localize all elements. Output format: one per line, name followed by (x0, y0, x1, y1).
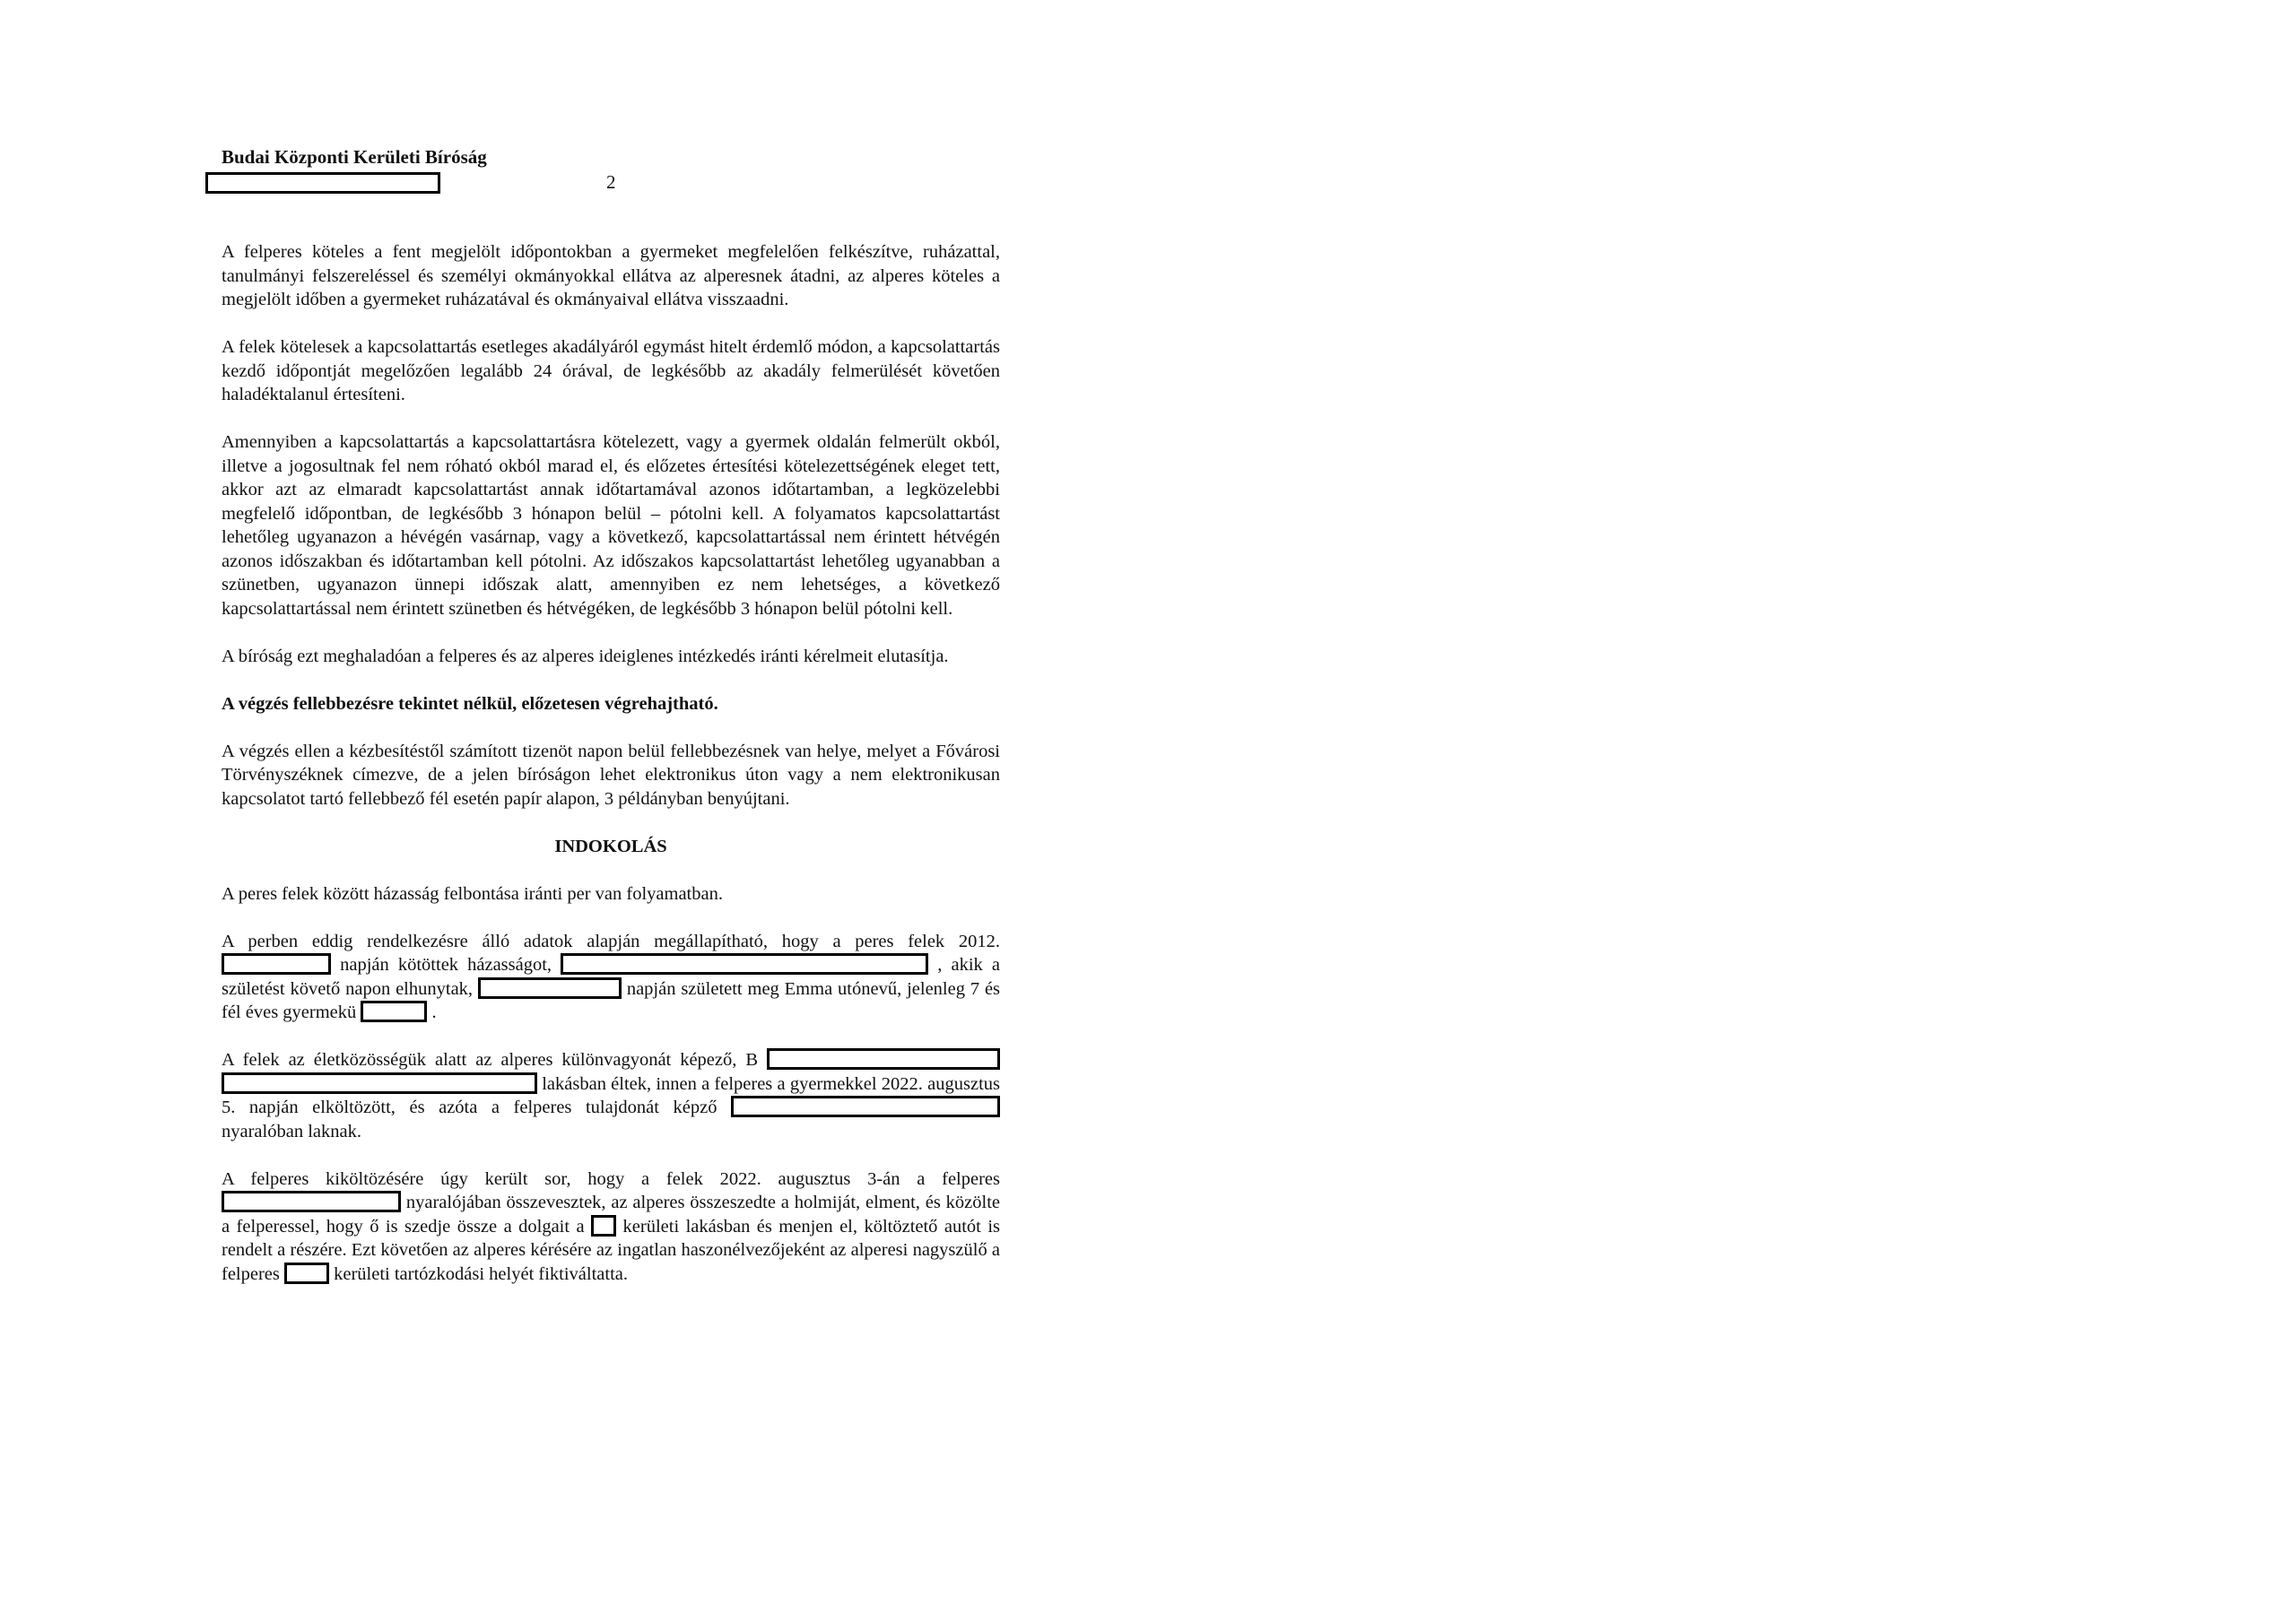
paragraph: A felek kötelesek a kapcsolattartás esetleges akadályáról egymást hitelt érdemlő módon, a kapcsolattartás kezdő időpontját megelőzően legalább 24 órával, de legkésőbb az akadály felmerülését követően haladéktalanul értesíteni. (222, 337, 1000, 404)
text-span: napján született meg Emma utónevű, jelenleg 7 és fél éves gyermekü (222, 978, 1001, 1022)
paragraph: A bíróság ezt meghaladóan a felperes és az alperes ideiglenes intézkedés iránti kérelmeit elutasítja. (222, 646, 949, 666)
redacted-date (222, 953, 331, 975)
paragraph-marriage (222, 930, 1000, 1025)
text-span: nyaralóban laknak. (222, 1121, 361, 1141)
paragraph: A peres felek között házasság felbontása iránti per van folyamatban. (222, 883, 723, 904)
section-heading: INDOKOLÁS (554, 836, 667, 856)
redacted-district (284, 1263, 329, 1284)
redacted-text (361, 1001, 427, 1022)
redacted-case-number (205, 172, 440, 194)
text-span: nyaralójában összevesztek, az alperes összeszedte a holmiját, elment, és közölte a felperessel, hogy ő is szedje össze a dolgait a (222, 1193, 1001, 1237)
text-span: A perben eddig rendelkezésre álló adatok alapján megállapítható, hogy a peres felek 2012. (222, 931, 1000, 951)
redacted-location (222, 1191, 401, 1212)
text-span: kerületi tartózkodási helyét fiktiváltatta. (334, 1263, 629, 1284)
text-span: A felperes kiköltözésére úgy került sor, hogy a felek 2022. augusztus 3-án a felperes (222, 1168, 1000, 1189)
enforceability-statement: A végzés fellebbezésre tekintet nélkül, előzetesen végrehajtható. (222, 693, 718, 714)
text-span: lakásban éltek, innen a felperes a gyermekkel 2022. augusztus 5. napján elköltözött, és azóta a felperes tulajdonát képző (222, 1073, 1000, 1117)
redacted-address (731, 1096, 1000, 1117)
text-span: kerületi lakásban és menjen el, költöztető autót is rendelt a részére. Ezt követően az alperes kérésére az ingatlan haszonélvezőjeként az alperesi nagyszülő a felperes (222, 1216, 1001, 1284)
redacted-date (478, 977, 622, 999)
redacted-address (767, 1048, 1000, 1070)
paragraph: Amennyiben a kapcsolattartás a kapcsolattartásra kötelezett, vagy a gyermek oldalán felmerült okból, illetve a jogosultnak fel nem róható okból marad el, és előzetes értesítési kötelezettségének eleget tett, akkor azt az elmaradt kapcsolattartást annak időtartamával azonos időtartamban, a legközelebbi megfelelő időpontban, de legkésőbb 3 hónapon belül – pótolni kell. A folyamatos kapcsolattartást lehetőleg ugyanazon a hévégén vasárnap, vagy a következő, kapcsolattartással nem érintett hétvégén azonos időszakban és időtartamban kell pótolni. Az időszakos kapcsolattartást lehetőleg ugyanabban a szünetben, ugyanazon ünnepi időszak alatt, amennyiben ez nem lehetséges, a következő kapcsolattartással nem érintett szünetben és hétvégéken, de legkésőbb 3 hónapon belül pótolni kell. (222, 432, 1000, 619)
redacted-name (561, 953, 928, 975)
paragraph: A végzés ellen a kézbesítéstől számított tizenöt napon belül fellebbezésnek van helye, melyet a Fővárosi Törvényszéknek címezve, de a jelen bíróságon lehet elektronikus úton vagy a nem elektronikusan kapcsolatot tartó fellebbező fél esetén papír alapon, 3 példányban benyújtani. (222, 741, 1000, 809)
redacted-district (591, 1215, 616, 1237)
paragraph-residence (222, 1048, 1000, 1143)
court-name: Budai Központi Kerületi Bíróság (222, 146, 487, 168)
text-span: . (431, 1002, 437, 1022)
text-span: napján kötöttek házasságot, (340, 955, 552, 975)
page-number: 2 (606, 171, 616, 193)
text-span: , akik a születést követő napon elhunytak, (222, 955, 1001, 999)
paragraph-move (222, 1167, 1000, 1287)
redacted-address (222, 1072, 537, 1094)
text-span: A felek az életközösségük alatt az alperes különvagyonát képező, B (222, 1050, 759, 1070)
paragraph: A felperes köteles a fent megjelölt időpontokban a gyermeket megfelelően felkészítve, ruházattal, tanulmányi felszereléssel és személyi okmányokkal ellátva az alperesnek átadni, az alperes köteles a megjelölt időben a gyermeket ruházatával és okmányaival ellátva visszaadni. (222, 242, 1000, 309)
document-body (222, 240, 1000, 1310)
